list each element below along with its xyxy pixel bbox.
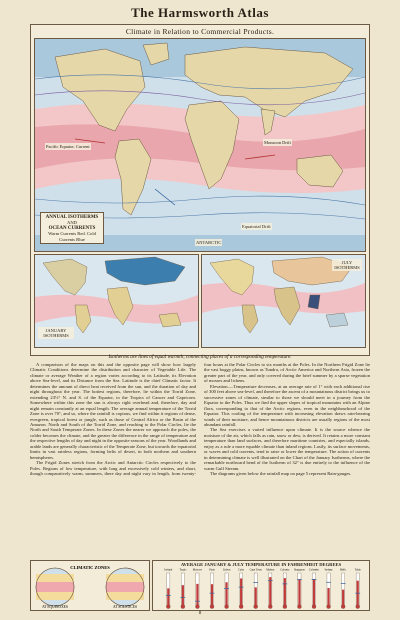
station-label: Iceland [164,568,173,572]
station-label: Melb. [339,568,347,572]
thermometer-bulb [268,605,272,609]
paragraph-latitude: A comparison of the maps on this and the opposite page will show how largely Climatic Conditions determine the distribution and character of Vegetable Life. The climate or average Weather of a region varies according to its Latitude, its Elevation above Sea-level, and its Distance from the Sea. Latitude is the chief Climatic factor. It determines the amount of direct heat received from the sun, and the duration of day and night throughout the year. The hottest regions, therefore, lie within the Torrid Zone, extending 23½° N. and S. of the Equator, to the Tropics of Cancer and Capricorn. Somewhere within this zone the sun is always right overhead and, therefore, day and night remain constantly at an equal length. The average annual temperature of the Torrid Zone is over 70°, and so, where the rainfall is copious, we find within it regions of dense, evergreen, tropical forest or jungle, such as those of Central Africa or the Basin of the Amazon. North and South of the Torrid Zone, and reaching to the Polar Circles, lie the North and South Temperate Zones. In these Zones the nearer we approach the poles, the colder becomes the climate, and the greater the difference in the range of temperature and the respective lengths of day and night in the opposite seasons of the year. Woodlands and arable lands are generally characteristic of the Temperate Zone, but towards the equatorial limits in vast rainless regions, forming belts of desert, in both northern and southern hemispheres. [30,362,196,460]
station-label: Colombo [308,568,320,572]
july-temperature-bar [240,578,242,605]
station-label: Lisbon [222,568,231,572]
thermometer-bulb [327,605,331,609]
thermometer-bulb [195,605,199,609]
paragraph-elevation: Elevation.—Temperature decreases, at an average rate of 1° with each additional rise of 300 feet above sea-level, and therefore the ascent of a mountainous district brings us to successive zones of climate, similar to those we should meet in a journey from the Equator to the Poles. Thus we find the upper slopes of tropical mountains with an Alpine flora, corresponding to that of the Arctic regions, even in the neighbourhood of the Equator. This cooling of the temperature with increasing elevation draws rain-bearing winds of their moisture, and hence mountainous districts are usually regions of the most abundant rainfall. [204,383,370,427]
station-label: Calcutta [280,568,290,572]
thermometer-bulb [225,605,229,609]
legend-title: ANNUAL ISOTHERMS [45,215,99,220]
climatic-zones-svg [31,561,149,610]
paragraph-rain-gauges: The diagrams given below the rainfall map on page 5 represent Rain-gauges. [210,471,352,477]
station-label: Singapore [293,568,305,572]
thermometer-bulb [254,605,258,609]
thermometer-bulb [312,605,316,609]
july-temperature-bar [182,585,184,605]
isotherm-caption: Isotherms are lines of equal warmth, connecting places of a corresponding temperature. [108,354,292,360]
climatic-zones-diagram [30,560,150,611]
thermometer-bulb [297,605,301,609]
july-isotherm-map [201,254,366,348]
july-temperature-bar [327,588,329,605]
january-map-label: JANUARY ISOTHERMS [38,327,74,339]
station-label: Tropic [179,568,187,572]
july-temperature-bar [167,588,169,605]
thermometer-bulb [239,605,243,609]
july-temperature-bar [298,579,300,605]
july-map-label: JULY ISOTHERMS [332,259,362,271]
temperature-diagram [152,560,370,611]
antarctic-label: ANTARCTIC [196,240,222,245]
july-temperature-bar [255,587,257,605]
page-number: 8 [198,611,202,616]
july-temperature-bar [196,584,198,605]
legend-note: Warm Currents Red. Cold Currents Blue [48,231,96,242]
station-label: Cairo [238,568,245,572]
july-temperature-bar [211,584,213,605]
july-temperature-bar [284,578,286,605]
monsoon-drift-label: Monsoon Drift [264,140,291,145]
july-temperature-bar [342,590,344,605]
solstices-label: AT SOLSTICES [113,605,137,609]
july-temperature-bar [313,579,315,605]
thermometer-bulb [210,605,214,609]
station-label: Madras [266,568,275,572]
legend-currents: OCEAN CURRENTS [48,225,96,231]
station-label: Tokio [354,568,361,572]
january-isotherm-map [34,254,199,348]
july-temperature-bar [269,577,271,605]
thermometer-bulb [283,605,287,609]
plate-title: Climate in Relation to Commercial Products. [125,27,275,36]
july-temperature-bar [225,582,227,605]
paragraph-frigid-zones: The Frigid Zones stretch from the Arctic and Antarctic Circles respectively to the Poles. Regions of low temperature, with long and excessively cold winters, and short, though comparatively warm, summers, there day and night vary in length, from twenty-four hours at the Polar Circles to six months at the Poles. In the Northern Frigid Zone lie the vast boggy plains, known as Tundra, of Arctic America and Northern Asia, frozen the greater part of the year, and only covered during the brief summer by a sparse vegetation of mosses and lichens. [30,362,370,477]
equatorial-drift-label: Equatorial Drift [242,224,271,229]
station-label: Sydney [324,568,333,572]
legend-and: AND [67,220,77,226]
station-label: Paris [209,568,215,572]
zones-title: CLIMATIC ZONES [70,565,110,570]
thermometer-bulb [181,605,185,609]
station-label: Cape Town [249,568,262,572]
equinoxes-label: AT EQUINOXES [42,605,68,609]
temperature-diagram-title: AVERAGE JANUARY & JULY TEMPERATURE IN FAHRENHEIT DEGREES [180,562,342,567]
atlas-title: The Harmsworth Atlas [131,5,269,20]
article-text [30,362,370,558]
thermometer-bulb [356,605,360,609]
station-label: Moscow [192,568,203,572]
pacific-current-label: Pacific Equator. Current [46,144,90,149]
thermometer-bulb [166,605,170,609]
paragraph-sea: The Sea exercises a varied influence upon climate. It is the source whence the moisture of the air, which falls as rain, snow or dew, is derived. It retains a more constant temperature than land surfaces, and therefore maritime countries, and especially islands, enjoy as a rule a more equable climate than inland regions. Lastly, its surface movements, or waves and cold currents, tend to raise or lower the temperature. The action of currents in determining climate is well illustrated on the Chart of the January Isotherms, where the remarkable northward bend of the Isotherm of 32° is due entirely to the influence of the warm Gulf Stream. [204,427,370,471]
temperature-thermometers-svg [153,561,369,610]
map-legend [40,212,104,244]
thermometer-bulb [341,605,345,609]
